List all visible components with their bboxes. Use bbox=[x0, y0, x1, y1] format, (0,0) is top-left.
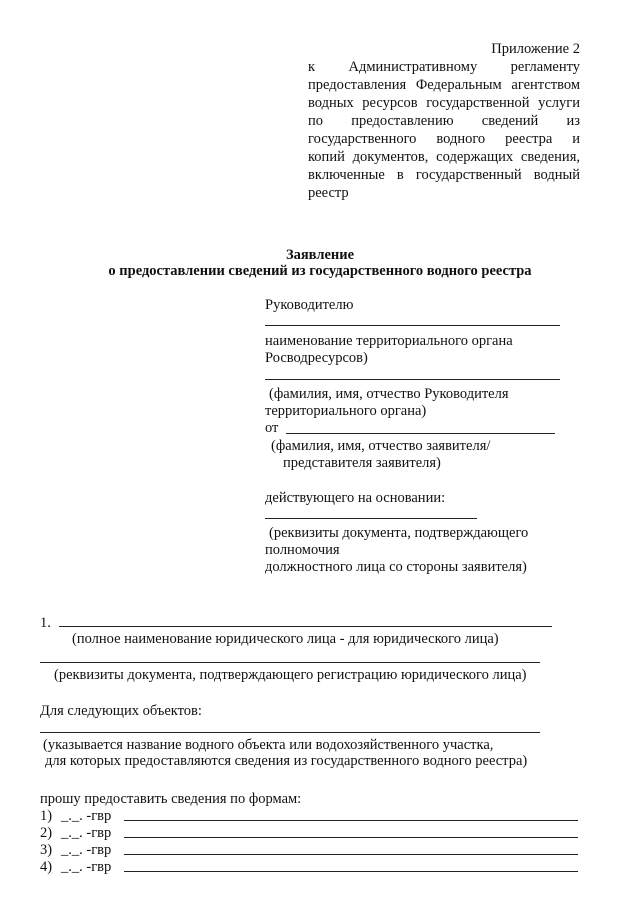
form-item-code: _._. -гвр bbox=[61, 808, 112, 824]
form-item-code: _._. -гвр bbox=[61, 859, 112, 875]
basis-label: действующего на основании: bbox=[265, 490, 446, 506]
basis-hint: полномочия bbox=[265, 542, 340, 558]
form-item-code: _._. -гвр bbox=[61, 825, 112, 841]
applicant-hint: (фамилия, имя, отчество заявителя/ bbox=[271, 438, 491, 454]
objects-label: Для следующих объектов: bbox=[40, 703, 202, 719]
form-item-code: _._. -гвр bbox=[61, 842, 112, 858]
form-item-field[interactable] bbox=[124, 854, 578, 855]
document-subtitle: о предоставлении сведений из государственного водного реестра bbox=[108, 263, 532, 279]
head-name-hint: территориального органа) bbox=[265, 403, 427, 419]
objects-hint: (указывается название водного объекта или водохозяйственного участка, bbox=[43, 737, 494, 753]
basis-hint: должностного лица со стороны заявителя) bbox=[265, 559, 527, 575]
org-name-hint: наименование территориального органа bbox=[265, 333, 513, 349]
document-title: Заявление bbox=[285, 247, 355, 263]
registration-field[interactable] bbox=[40, 662, 540, 663]
objects-hint: для которых предоставляются сведения из государственного водного реестра) bbox=[45, 753, 528, 769]
applicant-name-field[interactable] bbox=[286, 433, 555, 434]
form-item-field[interactable] bbox=[124, 820, 578, 821]
basis-field[interactable] bbox=[265, 518, 477, 519]
annex-header bbox=[308, 40, 580, 202]
org-name-hint: Росводресурсов) bbox=[265, 350, 368, 366]
form-item-number: 4) bbox=[40, 859, 53, 875]
to-head-label: Руководителю bbox=[265, 297, 354, 313]
form-item-field[interactable] bbox=[124, 871, 578, 872]
head-name-field[interactable] bbox=[265, 379, 560, 380]
annex-line: копий документов, содержащих сведения, bbox=[308, 149, 580, 165]
annex-title: Приложение 2 bbox=[491, 41, 580, 57]
objects-field[interactable] bbox=[40, 732, 540, 733]
form-item-number: 1) bbox=[40, 808, 53, 824]
annex-line: включенные в государственный водный bbox=[308, 167, 580, 183]
registration-hint: (реквизиты документа, подтверждающего регистрацию юридического лица) bbox=[54, 667, 527, 683]
annex-line: водных ресурсов государственной услуги bbox=[308, 95, 580, 111]
org-name-field[interactable] bbox=[265, 325, 560, 326]
forms-label: прошу предоставить сведения по формам: bbox=[40, 791, 302, 807]
entity-name-hint: (полное наименование юридического лица - для юридического лица) bbox=[72, 631, 499, 647]
applicant-hint: представителя заявителя) bbox=[283, 455, 441, 471]
section-number: 1. bbox=[40, 615, 51, 631]
form-item-number: 3) bbox=[40, 842, 53, 858]
basis-hint: (реквизиты документа, подтверждающего bbox=[269, 525, 529, 541]
from-label: от bbox=[265, 420, 279, 436]
entity-name-field[interactable] bbox=[59, 626, 552, 627]
form-item-field[interactable] bbox=[124, 837, 578, 838]
annex-line: реестр bbox=[308, 185, 349, 201]
annex-line: по предоставлению сведений из bbox=[308, 113, 580, 129]
annex-line: к Административному регламенту bbox=[308, 59, 580, 75]
head-name-hint: (фамилия, имя, отчество Руководителя bbox=[269, 386, 509, 402]
annex-line: государственного водного реестра и bbox=[308, 131, 580, 147]
form-item-number: 2) bbox=[40, 825, 53, 841]
annex-line: предоставления Федеральным агентством bbox=[308, 77, 580, 93]
